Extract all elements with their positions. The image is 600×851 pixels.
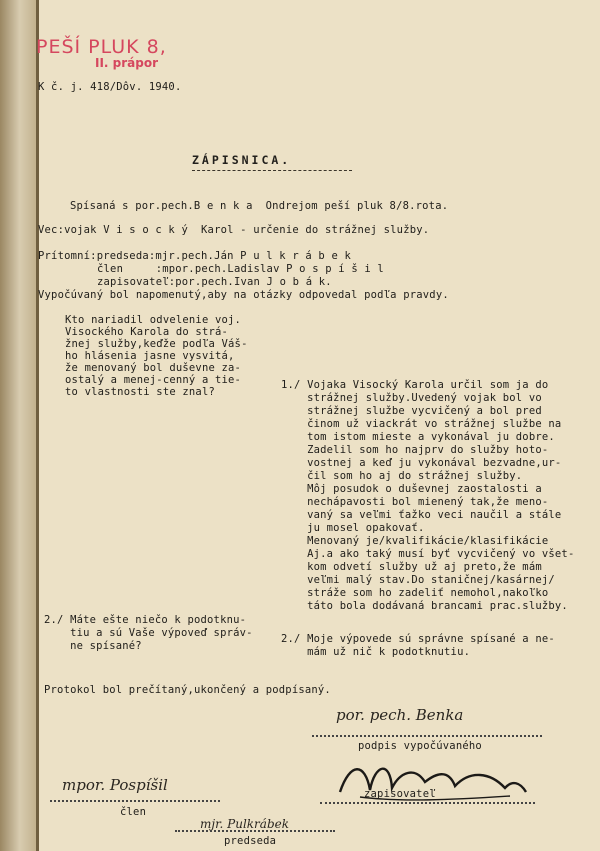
answer-1-line: stráže som ho zadeliť nemohol,nakoľko xyxy=(281,587,549,599)
vypocuvany-caption: podpis vypočúvaného xyxy=(358,740,482,752)
present-recorder: zapisovateľ:por.pech.Ivan J o b á k. xyxy=(97,276,332,288)
answer-1-line: čil som ho aj do strážnej služby. xyxy=(281,470,523,482)
answer-1-line: vaný sa veľmi ťažko veci naučil a stále xyxy=(281,509,562,521)
subject-line: Vec:vojak V i s o c k ý Karol - určenie do strážnej služby. xyxy=(38,224,430,236)
vypocuvany-signature: por. pech. Benka xyxy=(336,706,464,724)
question-2-line: 2./ Máte ešte niečo k podotknu- xyxy=(44,614,247,626)
predseda-dotted-line xyxy=(175,830,335,832)
question-2-line: ne spísané? xyxy=(44,640,142,652)
warning-line: Vypočúvaný bol napomenutý,aby na otázky odpovedal podľa pravdy. xyxy=(38,289,449,301)
clen-dotted-line xyxy=(50,800,220,802)
question-1-line: ho hlásenia jasne vysvitá, xyxy=(65,350,235,362)
question-2-line: tiu a sú Vaše výpoveď správ- xyxy=(44,627,253,639)
closing-line: Protokol bol prečítaný,ukončený a podpísaný. xyxy=(44,684,331,696)
answer-1-line: kom odvetí služby už aj preto,že mám xyxy=(281,561,542,573)
book-binding xyxy=(0,0,36,851)
regiment-stamp: PEŠÍ PLUK 8, xyxy=(36,36,167,58)
zapisovatel-caption: zapisovateľ xyxy=(364,788,436,800)
question-1-line: Kto nariadil odvelenie voj. xyxy=(65,314,242,326)
answer-1-line: Môj posudok o duševnej zaostalosti a xyxy=(281,483,542,495)
answer-1-line: nechápavosti bol mienený tak,že meno- xyxy=(281,496,549,508)
answer-1-line: 1./ Vojaka Visocký Karola určil som ja do xyxy=(281,379,549,391)
battalion-stamp: II. prápor xyxy=(95,56,159,70)
question-1-line: ostalý a menej-cenný a tie- xyxy=(65,374,242,386)
clen-caption: člen xyxy=(120,806,147,818)
answer-1-line: strážnej služby.Uvedený vojak bol vo xyxy=(281,392,542,404)
question-1-line: žnej služby,keďže podľa Váš- xyxy=(65,338,248,350)
answer-1-line: strážnej službe vycvičený a bol pred xyxy=(281,405,542,417)
answer-1-line: Menovaný je/kvalifikácie/klasifikácie xyxy=(281,535,549,547)
vypocuvany-dotted-line xyxy=(312,735,542,737)
answer-1-line: táto bola dodávaná brancami prac.služby. xyxy=(281,600,568,612)
question-1-line: to vlastnosti ste znal? xyxy=(65,386,215,398)
answer-1-line: Aj.a ako taký musí byť vycvičený vo všet- xyxy=(281,548,575,560)
question-1-line: že menovaný bol duševne za- xyxy=(65,362,242,374)
intro-line: Spísaná s por.pech.B e n k a Ondrejom peší pluk 8/8.rota. xyxy=(70,200,449,212)
answer-1-line: veľmi malý stav.Do staničnej/kasárnej/ xyxy=(281,574,555,586)
predseda-caption: predseda xyxy=(224,835,277,847)
title-underline xyxy=(192,170,352,171)
answer-1-line: Zadelil som ho najprv do služby hoto- xyxy=(281,444,549,456)
answer-2-line: mám už nič k podotknutiu. xyxy=(281,646,471,658)
question-1-line: Visockého Karola do strá- xyxy=(65,326,229,338)
zapisovatel-dotted-line xyxy=(320,802,535,804)
answer-1-line: tom istom mieste a vykonával ju dobre. xyxy=(281,431,555,443)
document-title: ZÁPISNICA. xyxy=(192,153,292,167)
answer-1-line: vostnej a keď ju vykonával bezvadne,ur- xyxy=(281,457,562,469)
predseda-signature: mjr. Pulkrábek xyxy=(200,817,290,831)
answer-1-line: ju mosel opakovať. xyxy=(281,522,425,534)
present-chair: Prítomní:predseda:mjr.pech.Ján P u l k r á b e k xyxy=(38,250,352,262)
answer-1-line: činom už viackrát vo strážnej službe na xyxy=(281,418,562,430)
reference-number: K č. j. 418/Dôv. 1940. xyxy=(38,81,182,93)
present-member: člen :mpor.pech.Ladislav P o s p í š i l xyxy=(97,263,384,275)
answer-2-line: 2./ Moje výpovede sú správne spísané a ne- xyxy=(281,633,555,645)
clen-signature: mpor. Pospíšil xyxy=(62,776,168,794)
